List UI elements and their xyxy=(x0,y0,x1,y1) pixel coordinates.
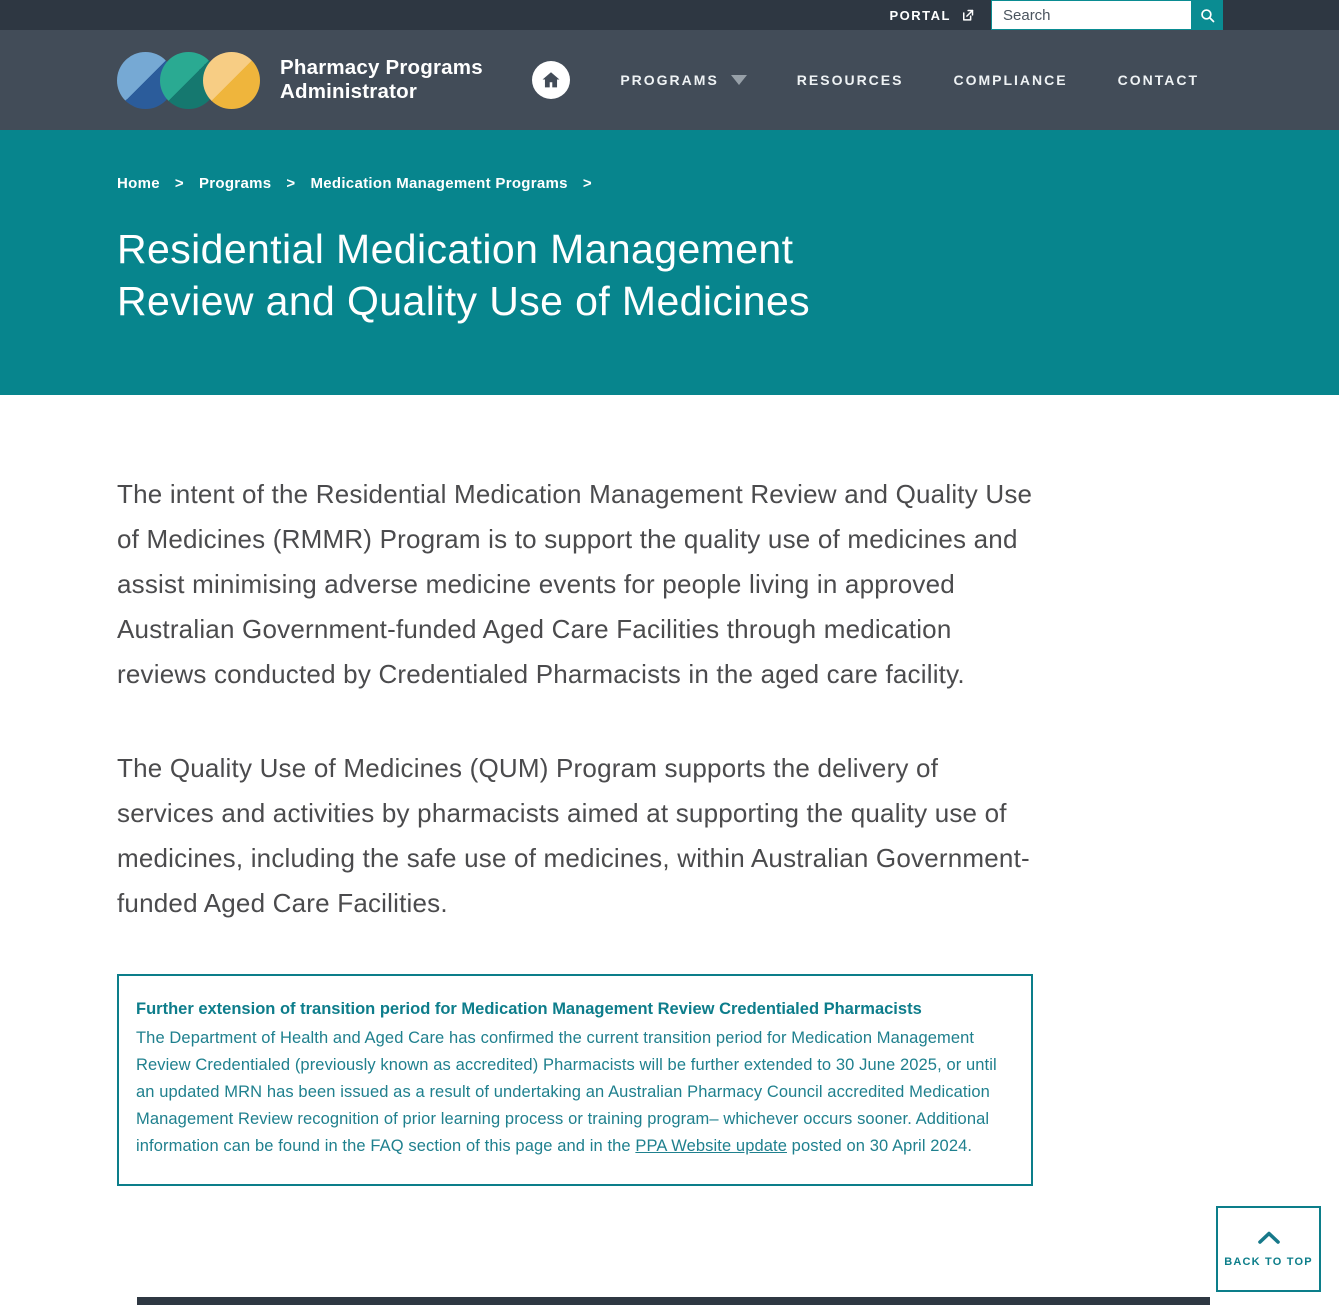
search-input[interactable] xyxy=(991,0,1192,30)
nav-home-button[interactable] xyxy=(532,61,570,99)
breadcrumb xyxy=(117,175,1299,192)
chevron-down-icon xyxy=(731,75,747,85)
main-content xyxy=(0,472,1339,1186)
nav-item-resources-label: RESOURCES xyxy=(796,72,904,88)
breadcrumb-separator: > xyxy=(286,175,296,192)
portal-link[interactable] xyxy=(890,8,975,23)
logo-circles-icon xyxy=(117,52,260,109)
search-form xyxy=(991,0,1223,30)
page-title-line1: Residential Medication Management xyxy=(117,226,794,272)
intro-paragraph-qum: The Quality Use of Medicines (QUM) Program supports the delivery of services and activities by pharmacists aimed at supporting the quality use of medicines, including the safe use of medicines, within Australian Government-funded Aged Care Facilities. xyxy=(117,753,1030,918)
brand-name xyxy=(280,56,483,104)
nav-item-resources[interactable] xyxy=(797,72,904,88)
hero-banner xyxy=(0,130,1339,395)
breadcrumb-medication-management-programs[interactable]: Medication Management Programs xyxy=(310,175,568,192)
external-link-icon xyxy=(960,8,975,23)
breadcrumb-programs[interactable]: Programs xyxy=(198,175,272,192)
intro-paragraph-rmmr: The intent of the Residential Medication Management Review and Quality Use of Medicines (RMMR) Program is to support the quality use of medicines and assist minimising adverse medicine events for people living in approved Australian Government-funded Aged Care Facilities through medication reviews conducted by Credentialed Pharmacists in the aged care facility. xyxy=(117,479,1033,689)
nav-item-programs[interactable] xyxy=(620,72,746,88)
transition-notice-box xyxy=(117,974,1033,1186)
ppa-website-update-link[interactable]: PPA Website update xyxy=(635,1137,787,1155)
breadcrumb-home[interactable]: Home xyxy=(117,175,160,192)
notice-heading: Further extension of transition period for Medication Management Review Credentialed Pharmacists xyxy=(136,1000,922,1018)
nav-item-compliance-label: COMPLIANCE xyxy=(953,72,1068,88)
nav-item-contact-label: CONTACT xyxy=(1117,72,1199,88)
notice-body-text: The Department of Health and Aged Care has confirmed the current transition period for Medication Management Review Credentialed (previously known as accredited) Pharmacists will be further extended to 30 June 2025, or until an updated MRN has been issued as a result of undertaking an Australian Pharmacy Council accredited Medication Management Review recognition of prior learning process or training program– whichever occurs sooner. Additional information can be found in the FAQ section of this page and in the xyxy=(136,1029,997,1155)
site-header xyxy=(0,30,1339,130)
brand-name-line1: Pharmacy Programs xyxy=(280,56,483,80)
site-logo[interactable] xyxy=(117,52,483,109)
chevron-up-icon xyxy=(1257,1231,1281,1244)
brand-name-line2: Administrator xyxy=(280,80,418,103)
home-icon xyxy=(540,69,562,91)
portal-link-label: PORTAL xyxy=(889,7,951,23)
logo-circle-gold xyxy=(203,52,260,109)
search-button[interactable] xyxy=(1192,0,1223,30)
main-nav xyxy=(532,61,1199,99)
breadcrumb-separator: > xyxy=(174,175,184,192)
nav-item-contact[interactable] xyxy=(1118,72,1199,88)
breadcrumb-separator: > xyxy=(582,175,592,192)
search-icon xyxy=(1199,7,1216,24)
page-title-line2: Review and Quality Use of Medicines xyxy=(117,278,811,324)
utility-bar xyxy=(0,0,1339,30)
notice-body xyxy=(136,1025,1005,1160)
nav-item-programs-label: PROGRAMS xyxy=(620,72,719,88)
back-to-top-label: BACK TO TOP xyxy=(1224,1255,1313,1268)
nav-item-compliance[interactable] xyxy=(953,72,1067,88)
next-section-edge xyxy=(137,1297,1210,1305)
back-to-top-button[interactable] xyxy=(1216,1206,1321,1292)
page-title xyxy=(117,223,1299,327)
notice-body-text-after: posted on 30 April 2024. xyxy=(787,1137,973,1155)
